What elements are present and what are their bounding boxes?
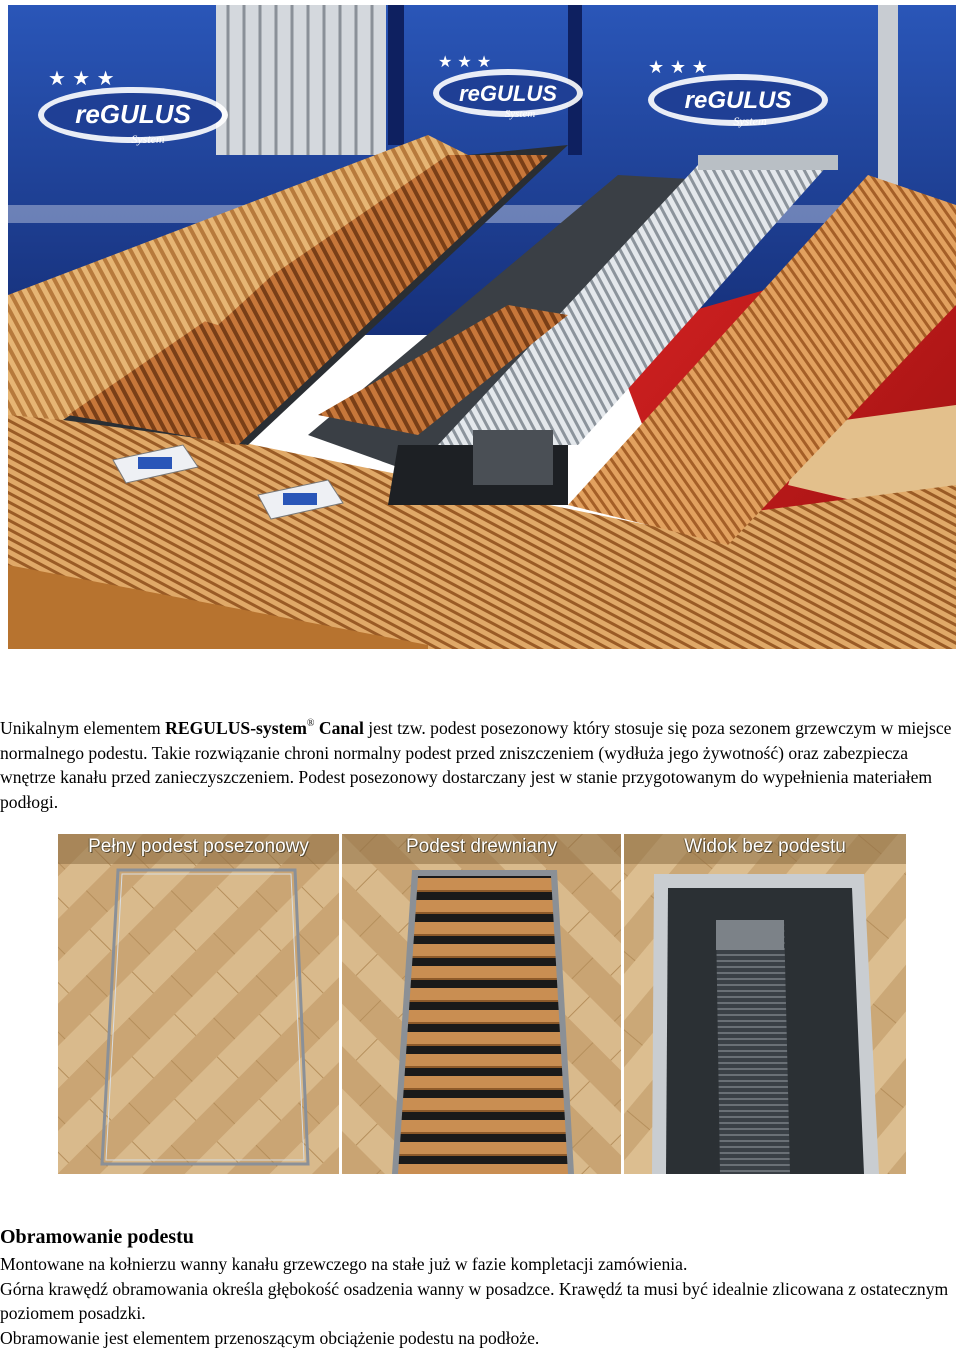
photo-full-cover-drawing [58,834,339,1174]
photo-no-grille-drawing [624,834,906,1174]
photo-wooden-grille [342,834,621,1174]
intro-text-before: Unikalnym elementem [0,718,166,738]
svg-text:★ ★ ★: ★ ★ ★ [438,52,492,71]
panel-label-full-cover: Pełny podest posezonowy [88,836,309,857]
registered-mark: ® [306,718,315,729]
exhibition-photo-drawing [8,5,956,649]
svg-text:System: System [733,114,767,128]
section-paragraph: Obramowanie jest elementem przenoszącym obciążenie podestu na podłoże. [0,1327,540,1348]
intro-paragraph [0,716,958,814]
heater-unit [473,430,553,485]
svg-text:reGULUS: reGULUS [75,99,191,129]
svg-text:★ ★ ★: ★ ★ ★ [648,57,708,78]
photo-full-cover [58,834,339,1174]
photo-no-grille [624,834,906,1174]
intro-product: Canal [314,718,364,738]
wooden-slats [398,876,568,1174]
panel-label-wooden-grille: Podest drewniany [405,836,558,857]
svg-text:reGULUS: reGULUS [684,87,792,114]
svg-text:reGULUS: reGULUS [459,81,557,106]
intro-brand: REGULUS-system [165,718,307,738]
exhibition-photo [8,5,956,649]
section-paragraph: Montowane na kołnierzu wanny kanału grzewczego na stałe już w fazie kompletacji zamówienia. [0,1254,688,1274]
svg-text:System: System [131,132,165,146]
panel-label-no-grille: Widok bez podestu [684,836,846,857]
photo-wooden-grille-drawing [342,834,621,1174]
section-title: Obramowanie podestu [0,1226,194,1248]
background-radiator [216,5,386,155]
svg-text:System: System [504,108,536,120]
svg-text:★ ★ ★: ★ ★ ★ [48,66,115,90]
section-body [0,1252,958,1350]
grille-comparison-photos [58,834,906,1174]
section-paragraph: Górna krawędź obramowania określa głębokość osadzenia wanny w posadzce. Krawędź ta musi być idealnie zlicowana z ostatecznym poziomem posadzki. [0,1278,949,1323]
heat-exchanger [716,920,790,1174]
intro-text-after: jest tzw. podest posezonowy który stosuje się poza sezonem grzewczym w miejsce normalnego podestu. Takie rozwiązanie chroni normalny podest przed zniszczeniem (wydłuża jego żywotność) oraz zabezpiecza wnętrze kanału przed zanieczyszczeniem. Podest posezonowy dostarczany jest w stanie przygotowanym do wypełnienia materiałem podłogi. [0,718,952,812]
